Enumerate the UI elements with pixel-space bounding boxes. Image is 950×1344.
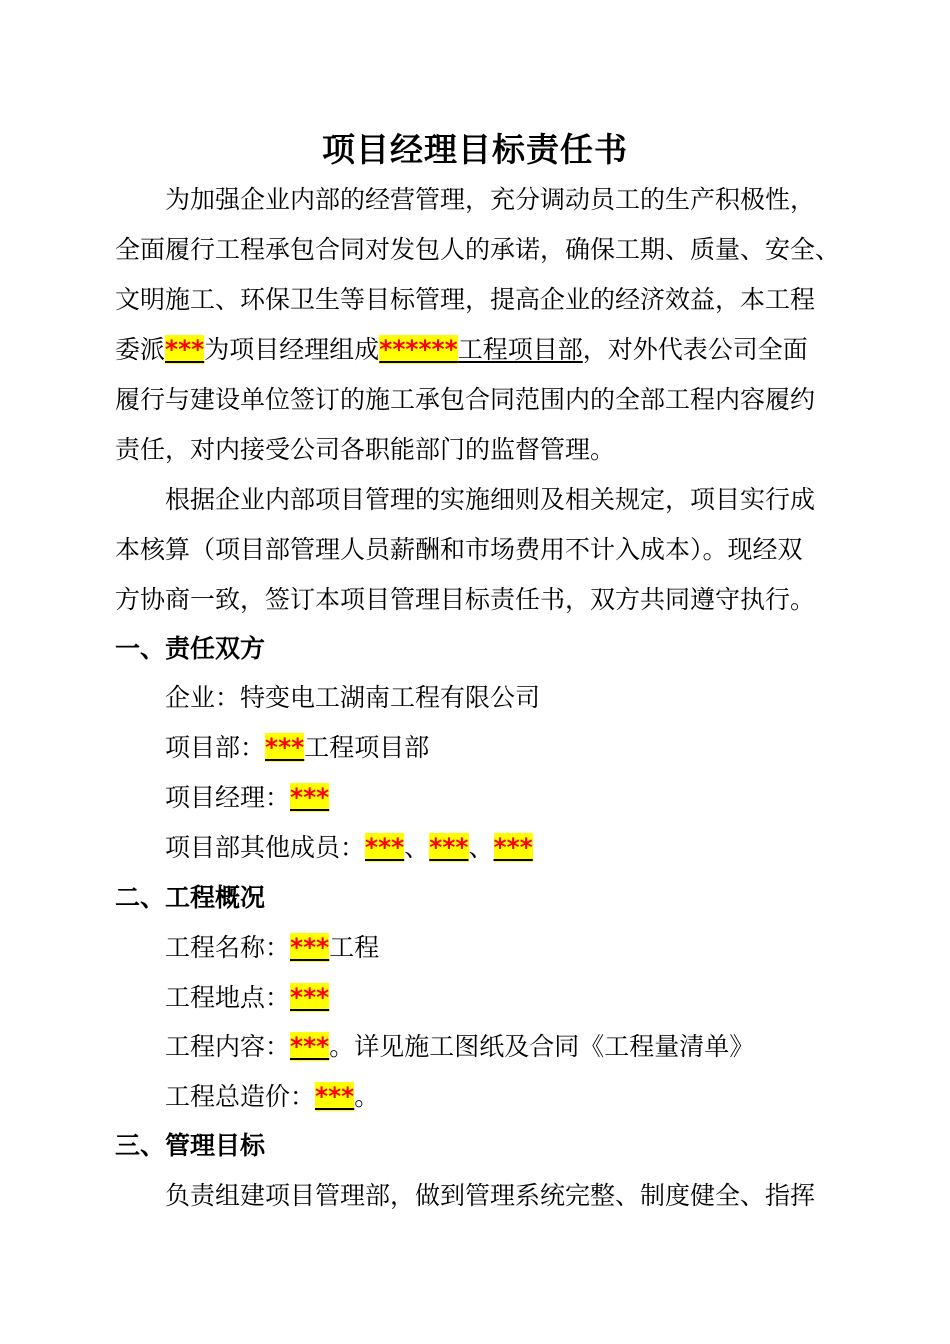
intro-line-1: 为加强企业内部的经营管理，充分调动员工的生产积极性， bbox=[165, 185, 816, 214]
field-label: 工程总造价： bbox=[165, 1082, 316, 1111]
intro-line-4 bbox=[115, 330, 808, 370]
goals-line-1: 负责组建项目管理部，做到管理系统完整、制度健全、指挥 bbox=[165, 1181, 816, 1210]
placeholder-mark: *** bbox=[265, 733, 305, 762]
placeholder-mark: *** bbox=[290, 933, 330, 962]
project-content-line bbox=[165, 1027, 754, 1067]
project-dept-line bbox=[165, 728, 429, 768]
project-manager-line bbox=[165, 778, 329, 818]
project-price-line bbox=[165, 1077, 379, 1117]
separator: 、 bbox=[468, 833, 494, 862]
placeholder-mark: *** bbox=[493, 833, 533, 862]
field-label: 工程地点： bbox=[165, 983, 291, 1012]
intro-line-2: 全面履行工程承包合同对发包人的承诺，确保工期、质量、安全、 bbox=[115, 235, 841, 264]
field-value: 。详见施工图纸及合同《工程量清单》 bbox=[329, 1032, 755, 1061]
separator: 、 bbox=[404, 833, 430, 862]
field-label: 工程名称： bbox=[165, 933, 291, 962]
field-value: 工程 bbox=[329, 933, 380, 962]
intro-line-5: 履行与建设单位签订的施工承包合同范围内的全部工程内容履约 bbox=[115, 385, 816, 414]
section-heading-goals: 三、管理目标 bbox=[115, 1131, 266, 1160]
intro-line-6: 责任，对内接受公司各职能部门的监督管理。 bbox=[115, 435, 616, 464]
enterprise-line: 企业：特变电工湖南工程有限公司 bbox=[165, 683, 541, 712]
project-location-line bbox=[165, 978, 329, 1018]
basis-line-1: 根据企业内部项目管理的实施细则及相关规定，项目实行成 bbox=[165, 485, 816, 514]
section-heading-parties: 一、责任双方 bbox=[115, 634, 266, 663]
intro-line-3: 文明施工、环保卫生等目标管理，提高企业的经济效益，本工程 bbox=[115, 285, 816, 314]
placeholder-mark: *** bbox=[429, 833, 469, 862]
placeholder-mark: *** bbox=[290, 1032, 330, 1061]
placeholder-mark: ****** bbox=[379, 335, 458, 364]
field-value: 。 bbox=[354, 1082, 380, 1111]
intro-text: 为项目经理组成 bbox=[204, 335, 380, 364]
field-label: 项目经理： bbox=[165, 783, 291, 812]
field-label: 项目部其他成员： bbox=[165, 833, 366, 862]
document-title: 项目经理目标责任书 bbox=[322, 130, 628, 169]
project-name-line bbox=[165, 928, 379, 968]
project-dept-underlined: 工程项目部 bbox=[457, 335, 583, 364]
placeholder-mark: *** bbox=[290, 783, 330, 812]
placeholder-mark: *** bbox=[290, 983, 330, 1012]
members-line bbox=[165, 828, 533, 868]
field-value: 工程项目部 bbox=[304, 733, 430, 762]
basis-line-3: 方协商一致，签订本项目管理目标责任书，双方共同遵守执行。 bbox=[115, 585, 816, 614]
placeholder-mark: *** bbox=[165, 335, 205, 364]
field-label: 项目部： bbox=[165, 733, 266, 762]
section-heading-overview: 二、工程概况 bbox=[115, 883, 266, 912]
intro-text: ，对外代表公司全面 bbox=[582, 335, 808, 364]
basis-line-2: 本核算（项目部管理人员薪酬和市场费用不计入成本）。现经双 bbox=[115, 535, 803, 564]
placeholder-mark: *** bbox=[315, 1082, 355, 1111]
placeholder-mark: *** bbox=[365, 833, 405, 862]
intro-text: 委派 bbox=[115, 335, 166, 364]
field-label: 工程内容： bbox=[165, 1032, 291, 1061]
